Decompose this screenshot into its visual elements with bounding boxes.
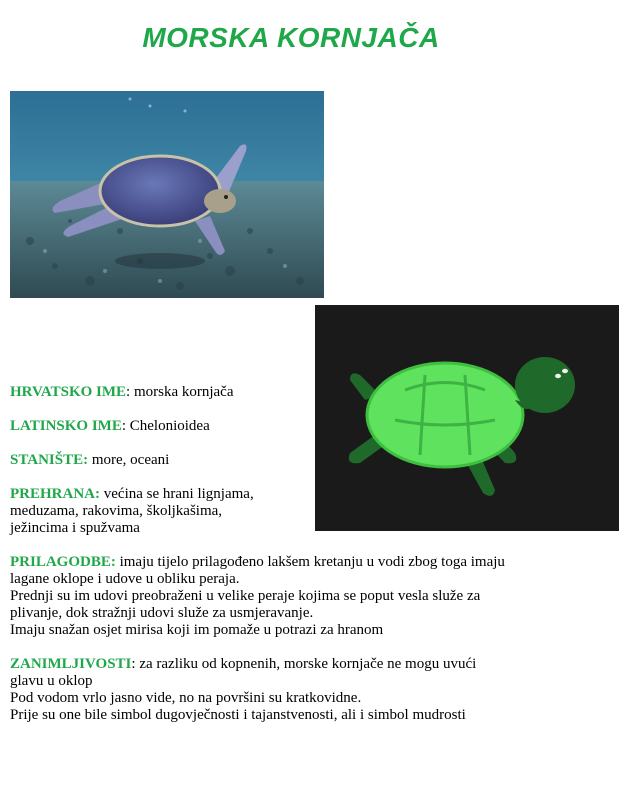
section-text: Prije su one bile simbol dugovječnosti i tajanstvenosti, ali i simbol mudrosti xyxy=(10,707,466,723)
section-latinsko-ime xyxy=(10,418,610,435)
section-hrvatsko-ime xyxy=(10,384,610,401)
section-text: more, oceani xyxy=(88,452,170,468)
section-text: glavu u oklop xyxy=(10,673,93,689)
section-label: STANIŠTE: xyxy=(10,452,89,468)
section-text: : za razliku od kopnenih, morske kornjače ne mogu uvući xyxy=(131,656,477,672)
section-text: Pod vodom vrlo jasno vide, no na površini su kratkovidne. xyxy=(10,690,362,706)
section-zanimljivosti xyxy=(10,656,610,724)
section-label: ZANIMLJIVOSTI xyxy=(10,656,132,672)
section-staniste xyxy=(10,452,610,469)
section-text: : morska kornjača xyxy=(126,384,234,400)
section-text: meduzama, rakovima, školjkašima, xyxy=(10,503,223,519)
section-label: PREHRANA: xyxy=(10,486,100,502)
section-label: HRVATSKO IME xyxy=(10,384,127,400)
section-prehrana xyxy=(10,486,310,537)
section-text: Prednji su im udovi preobraženi u velike peraje kojima se poput vesla služe za xyxy=(10,588,481,604)
section-text: : Chelonioidea xyxy=(121,418,210,434)
section-text: ježincima i spužvama xyxy=(10,520,140,536)
section-text: plivanje, dok stražnji udovi služe za usmjeravanje. xyxy=(10,605,314,621)
section-text: imaju tijelo prilagođeno lakšem kretanju u vodi zbog toga imaju xyxy=(115,554,505,570)
section-label: PRILAGODBE: xyxy=(10,554,116,570)
page-title: MORSKA KORNJAČA xyxy=(142,22,440,53)
info-content xyxy=(10,384,610,741)
section-prilagodbe xyxy=(10,554,610,639)
section-text: većina se hrani lignjama, xyxy=(100,486,254,502)
sea-turtle-photo xyxy=(10,91,324,298)
section-label: LATINSKO IME xyxy=(10,418,122,434)
section-text: lagane oklope i udove u obliku peraja. xyxy=(10,571,240,587)
section-text: Imaju snažan osjet mirisa koji im pomaže u potrazi za hranom xyxy=(10,622,384,638)
